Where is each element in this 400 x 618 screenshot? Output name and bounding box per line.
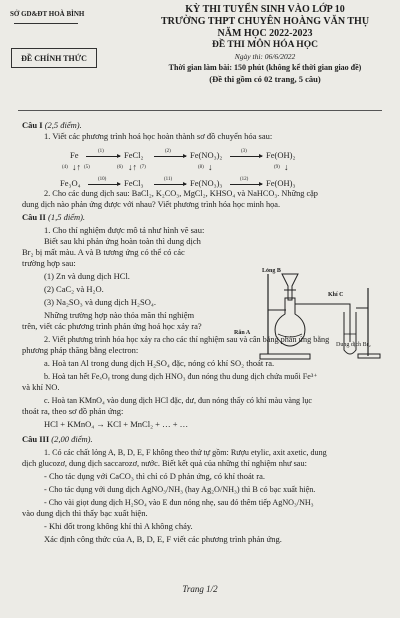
arrow-label-6: (6) bbox=[117, 165, 123, 170]
q3-part1-line1: 1. Có các chất lỏng A, B, D, E, F không theo thứ tự gồm: Rượu etylic, axit axetic, dung bbox=[44, 448, 327, 457]
arrow-label-8: (8) bbox=[198, 165, 204, 170]
vertical-arrow-far: ↓ bbox=[284, 162, 289, 172]
label-br2-solution: Dung dịch Br₂ bbox=[336, 342, 371, 348]
q2-part1-e: trên, viết các phương trình phản ứng hoá học xảy ra? bbox=[22, 321, 202, 331]
vertical-arrow-right: ↓ bbox=[208, 162, 213, 172]
q2-part1-c: trường hợp sau: bbox=[22, 258, 76, 268]
q2-part2-a: a. Hoà tan Al trong dung dịch H₂SO₄ đặc, nóng có khí SO₂ thoát ra. bbox=[44, 358, 275, 368]
q2-part2-line1: 2. Viết phương trình hóa học xảy ra cho các thí nghiệm sau và cân bằng phản ứng bằng bbox=[44, 335, 330, 344]
q2-part1-b: Br₂ bị mất màu. A và B tương ứng có thể có các bbox=[22, 247, 185, 257]
organization-underline bbox=[14, 23, 78, 24]
chem-fe3o4: Fe₃O₄ bbox=[60, 178, 81, 188]
official-label: ĐỀ CHÍNH THỨC bbox=[11, 48, 97, 68]
q3-points: (2,00 điểm). bbox=[51, 434, 93, 444]
arrow-label-5: (5) bbox=[84, 165, 90, 170]
arrow-2 bbox=[154, 156, 186, 157]
header-divider bbox=[18, 110, 382, 111]
arrow-label-12: (12) bbox=[240, 177, 249, 182]
q2-points: (1,5 điểm). bbox=[47, 212, 86, 222]
exam-title-line2: TRƯỜNG THPT CHUYÊN HOÀNG VĂN THỤ bbox=[160, 16, 370, 27]
q3-part1-line2: dịch glucozơ, dung dịch saccarozơ, nước. Biết kết quả của những thí nghiệm như sau: bbox=[22, 459, 307, 468]
exam-title-line3: NĂM HỌC 2022-2023 bbox=[217, 28, 313, 39]
arrow-label-9: (9) bbox=[274, 165, 280, 170]
chem-feoh3: Fe(OH)₃ bbox=[266, 178, 296, 188]
q2-heading bbox=[22, 212, 85, 223]
exam-pages-note: (Đề thi gồm có 02 trang, 5 câu) bbox=[209, 74, 321, 84]
apparatus-drawing bbox=[258, 268, 388, 363]
arrow-3 bbox=[230, 156, 262, 157]
q1-heading bbox=[22, 120, 82, 131]
page-number: Trang 1/2 bbox=[182, 584, 218, 594]
q2-case-3: (3) Na₂SO₃ và dung dịch H₂SO₄. bbox=[44, 297, 156, 307]
q1-part2-line1: 2. Cho các dung dịch sau: BaCl₂, K₂CO₃, MgCl₂, KHSO₄ và NaHCO₃. Những cặp bbox=[44, 189, 318, 198]
exam-time: Thời gian làm bài: 150 phút (không kể thời gian giao đề) bbox=[168, 63, 362, 72]
arrow-label-2: (2) bbox=[165, 149, 171, 154]
q2-title: Câu II bbox=[22, 212, 46, 222]
arrow-label-11: (11) bbox=[164, 177, 173, 182]
q2-part2-line2: phương pháp thăng bằng electron: bbox=[22, 345, 139, 355]
label-gas-c: Khí C bbox=[328, 292, 344, 298]
exam-title-line1: KỲ THI TUYỂN SINH VÀO LỚP 10 bbox=[185, 4, 345, 15]
chem-fe: Fe bbox=[70, 150, 79, 160]
arrow-label-3: (3) bbox=[241, 149, 247, 154]
chem-fecl3: FeCl₃ bbox=[124, 178, 144, 188]
exam-date: Ngày thi: 06/6/2022 bbox=[234, 52, 296, 61]
q2-part2-b-line2: và khí NO. bbox=[22, 382, 60, 392]
label-liquid-b: Lỏng B bbox=[262, 268, 281, 274]
arrow-10 bbox=[88, 184, 120, 185]
q2-part2-b-line1: b. Hoà tan hết FeₓOᵧ trong dung dịch HNO₃ đun nóng thu dung dịch chứa muối Fe³⁺ bbox=[44, 372, 318, 381]
vertical-arrows-mid: ↓↑ bbox=[128, 162, 137, 172]
q3-fact-4: - Khi đốt trong không khí thì A không cháy. bbox=[44, 521, 193, 531]
q1-points: (2,5 điểm). bbox=[44, 120, 82, 130]
q2-case-2: (2) CaC₂ và H₂O. bbox=[44, 284, 104, 294]
q2-equation: HCl + KMnO₄ → KCl + MnCl₂ + … + … bbox=[44, 419, 189, 429]
arrow-11 bbox=[154, 184, 186, 185]
chem-feoh2: Fe(OH)₂ bbox=[266, 150, 296, 160]
q1-part1: 1. Viết các phương trình hoá học hoàn thành sơ đồ chuyển hóa sau: bbox=[44, 131, 273, 141]
label-solid-a: Rắn A bbox=[234, 330, 251, 336]
exam-subject: ĐỀ THI MÔN HÓA HỌC bbox=[212, 40, 318, 50]
q1-title: Câu I bbox=[22, 120, 43, 130]
apparatus-figure bbox=[234, 268, 388, 363]
arrow-label-7: (7) bbox=[140, 165, 146, 170]
q2-part2-c-line2: thoát ra, theo sơ đồ phản ứng: bbox=[22, 406, 124, 416]
q2-part2-c-line1: c. Hoà tan KMnO₄ vào dung dịch HCl đặc, dư, đun nóng thấy có khí màu vàng lục bbox=[44, 396, 312, 405]
arrow-1 bbox=[86, 156, 120, 157]
chem-feno32: Fe(NO₃)₂ bbox=[190, 150, 223, 160]
chem-fecl2: FeCl₂ bbox=[124, 150, 144, 160]
arrow-label-4: (4) bbox=[62, 165, 68, 170]
arrow-label-10: (10) bbox=[98, 177, 107, 182]
q3-heading bbox=[22, 434, 93, 445]
q3-fact-3-line2: vào dung dịch thì thấy bạc xuất hiện. bbox=[22, 508, 148, 518]
q2-case-1: (1) Zn và dung dịch HCl. bbox=[44, 271, 130, 281]
q2-part1: 1. Cho thí nghiệm được mô tả như hình vẽ sau: bbox=[44, 225, 205, 235]
vertical-arrows-left: ↓↑ bbox=[72, 162, 81, 172]
q3-title: Câu III bbox=[22, 434, 50, 444]
organization: SỞ GD&ĐT HOÀ BÌNH bbox=[10, 10, 85, 18]
q2-part1-a: Biết sau khi phản ứng hoàn toàn thì dung dịch bbox=[44, 236, 201, 246]
arrow-12 bbox=[230, 184, 262, 185]
q3-fact-2: - Cho tác dụng với dung dịch AgNO₃/NH₃ (hay Ag₂O/NH₃) thì B có bạc xuất hiện. bbox=[44, 485, 316, 494]
q3-fact-3-line1: - Cho vài giọt dung dịch H₂SO₄ vào E đun nóng nhẹ, sau đó thêm tiếp AgNO₃/NH₃ bbox=[44, 498, 314, 507]
q2-part1-d: Những trường hợp nào thỏa mãn thí nghiệm bbox=[44, 310, 195, 320]
q3-fact-1: - Cho tác dụng với CaCO₃ thì chỉ có D phản ứng, có khí thoát ra. bbox=[44, 471, 265, 481]
arrow-label-1: (1) bbox=[98, 149, 104, 154]
q1-part2-line2: dung dịch nào phản ứng được với nhau? Viết phương trình hóa học minh họa. bbox=[22, 200, 281, 209]
q3-part2: Xác định công thức của A, B, D, E, F viết các phương trình phản ứng. bbox=[44, 534, 282, 544]
chem-feno33: Fe(NO₃)₃ bbox=[190, 178, 223, 188]
